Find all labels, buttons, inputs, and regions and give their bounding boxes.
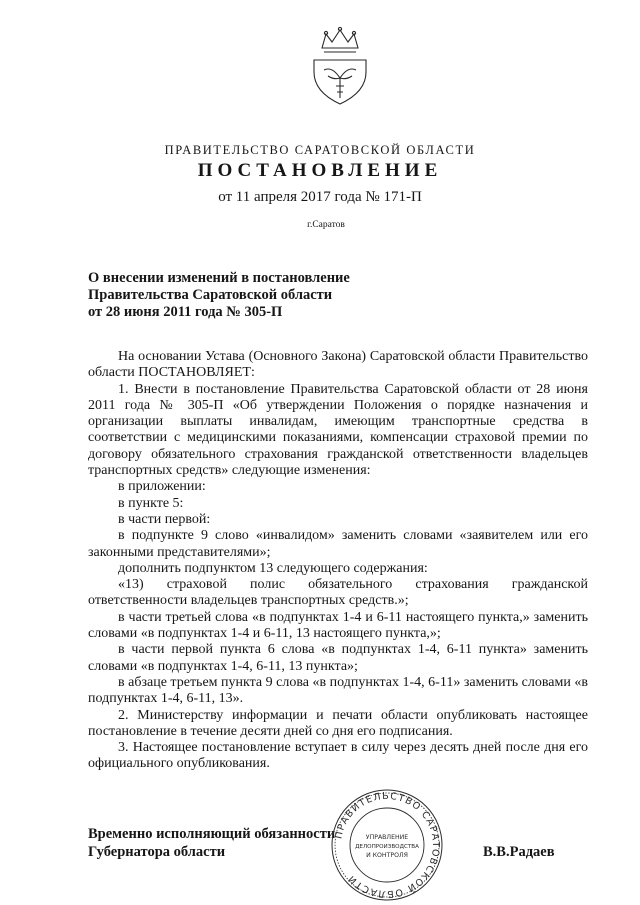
city-label: г.Саратов bbox=[307, 220, 345, 230]
official-stamp bbox=[327, 788, 447, 903]
body-paragraph: 1. Внести в постановление Правительства Саратовской области от 28 июня 2011 года № 305-П «Об утверждении Положения о порядке назначения и организации выплаты инвалидам, имеющим транспортные средства в соответствии с медицинскими показаниями, компенсации страховой премии по договору обязательного страхования гражданской ответственности владельцев транспортных средств» следующие изменения: bbox=[88, 381, 588, 479]
subject-line: Правительства Саратовской области bbox=[88, 287, 333, 303]
body-paragraph: 2. Министерству информации и печати области опубликовать настоящее постановление в течение десяти дней со дня его подписания. bbox=[88, 707, 588, 739]
stamp-ring-text: ПРАВИТЕЛЬСТВО САРАТОВСКОЙ ОБЛАСТИ bbox=[333, 790, 442, 900]
stamp-inner-line: ДЕЛОПРОИЗВОДСТВА bbox=[355, 844, 419, 850]
document-body bbox=[88, 349, 588, 773]
body-paragraph: в приложении: bbox=[118, 479, 206, 495]
document-subject bbox=[88, 270, 350, 321]
subject-line: от 28 июня 2011 года № 305-П bbox=[88, 304, 283, 320]
signatory-title bbox=[88, 825, 335, 861]
body-paragraph: «13) страховой полис обязательного страхования гражданской ответственности владельцев транспортных средств.»; bbox=[88, 577, 588, 609]
document-date-number: от 11 апреля 2017 года № 171-П bbox=[218, 189, 422, 205]
stamp-inner-line: УПРАВЛЕНИЕ bbox=[365, 834, 409, 841]
body-paragraph: в абзаце третьем пункта 9 слова «в подпунктах 1-4, 6-11» заменить словами «в подпунктах 1-4, 6-11, 13». bbox=[88, 674, 588, 707]
body-paragraph: в части первой пункта 6 слова «в подпунктах 1-4, 6-11 пункта» заменить словами «в подпунктах 1-4, 6-11, 13 пункта»; bbox=[88, 642, 588, 674]
signatory-position-line: Губернатора области bbox=[88, 844, 226, 860]
body-paragraph: дополнить подпунктом 13 следующего содержания: bbox=[118, 560, 428, 576]
body-paragraph: 3. Настоящее постановление вступает в силу через десять дней после дня его официального опубликования. bbox=[88, 740, 588, 772]
subject-line: О внесении изменений в постановление bbox=[88, 270, 350, 286]
document-type-title: ПОСТАНОВЛЕНИЕ bbox=[197, 160, 443, 181]
body-paragraph: в подпункте 9 слово «инвалидом» заменить словами «заявителем или его законными представителями»; bbox=[88, 528, 588, 560]
body-paragraph: в части первой: bbox=[118, 511, 211, 527]
signatory-name: В.В.Радаев bbox=[483, 844, 555, 860]
government-name: ПРАВИТЕЛЬСТВО САРАТОВСКОЙ ОБЛАСТИ bbox=[164, 143, 476, 157]
signatory-position-line: Временно исполняющий обязанности bbox=[88, 826, 336, 842]
coat-of-arms-emblem bbox=[300, 20, 380, 115]
body-paragraph: в пункте 5: bbox=[118, 495, 184, 511]
body-paragraph: На основании Устава (Основного Закона) Саратовской области Правительство области ПОСТАНОВЛЯЕТ: bbox=[88, 349, 588, 381]
body-paragraph: в части третьей слова «в подпунктах 1-4 и 6-11 настоящего пункта,» заменить словами «в подпунктах 1-4 и 6-11, 13 настоящего пункта,»; bbox=[88, 609, 588, 642]
stamp-inner-line: И КОНТРОЛЯ bbox=[366, 852, 408, 859]
